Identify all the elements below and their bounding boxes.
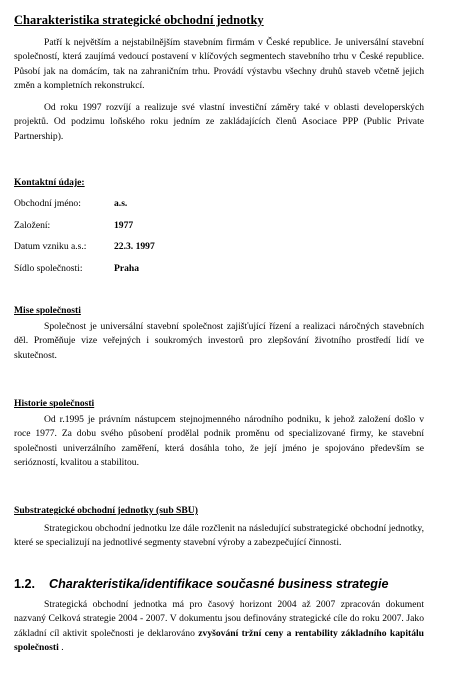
mission-heading: Mise společnosti [14, 305, 81, 316]
section-number: 1.2. [14, 577, 36, 591]
section-paragraph [14, 598, 424, 656]
contact-value: 22.3. 1997 [114, 241, 155, 252]
contact-label: Datum vzniku a.s.: [14, 241, 87, 252]
contact-label: Sídlo společnosti: [14, 263, 83, 274]
section-heading [14, 577, 389, 591]
page-title: Charakteristika strategické obchodní jednotky [14, 13, 264, 27]
contact-label: Založení: [14, 220, 51, 231]
section-text: Strategická obchodní jednotka má pro časový horizont 2004 až 2007 zpracován dokument nazvaný Celková strategie 2004 - 2007. V dokumentu jsou definovány strategické cíle do roku 2007. Jako základní cíl aktivit společnosti je deklarováno [14, 599, 424, 639]
contact-value: a.s. [114, 198, 128, 209]
contact-value: 1977 [114, 220, 134, 231]
sbu-paragraph: Strategickou obchodní jednotku lze dále rozčlenit na následující substrategické obchodní jednotky, které se specializují na jednotlivé segmenty stavební výroby a zabezpečující činnosti. [14, 523, 424, 549]
contact-label: Obchodní jméno: [14, 198, 81, 209]
contact-value: Praha [114, 263, 140, 274]
section-title: Charakteristika/identifikace současné business strategie [49, 577, 389, 591]
history-paragraph: Od r.1995 je právním nástupcem stejnojmenného národního podniku, k jehož založení došlo v roce 1977. Za dobu svého působení prodělal podnik proměnu od specializované firmy, ke stavební společnosti univerzálního zaměření, která dosáhla toho, že její jméno je spojováno především se seriózností, kvalitou a stabilitou. [14, 414, 424, 469]
history-heading: Historie společnosti [14, 398, 95, 409]
contacts-heading: Kontaktní údaje: [14, 177, 85, 188]
mission-paragraph: Společnost je universální stavební společnost zajišťující řízení a realizaci náročných stavebních děl. Proměňuje vize veřejných i soukromých investorů pro zlepšování životního prostředí lidí ve skutečnost. [14, 321, 424, 361]
section-text-emphasis: zvyšování tržní ceny a rentability základního kapitálu společnosti [14, 627, 424, 654]
intro-paragraph-1: Patří k největším a nejstabilnějším stavebním firmám v České republice. Je universální stavební společností, která zaujímá vedoucí postavení v klíčových segmentech stavebního trhu v České republice. Působí jak na domácím, tak na zahraničním trhu. Provádí výstavbu všechny druhů staveb včetně jejich změn a kompletních rekonstrukcí. [14, 37, 424, 92]
sbu-heading: Substrategické obchodní jednotky (sub SBU) [14, 505, 198, 516]
section-text-end: . [61, 642, 64, 654]
intro-paragraph-2: Od roku 1997 rozvíjí a realizuje své vlastní investiční záměry také v oblasti developerských projektů. Od podzimu loňského roku jedním ze zakládajících členů Asociace PPP (Public Private Partnership). [14, 102, 424, 142]
